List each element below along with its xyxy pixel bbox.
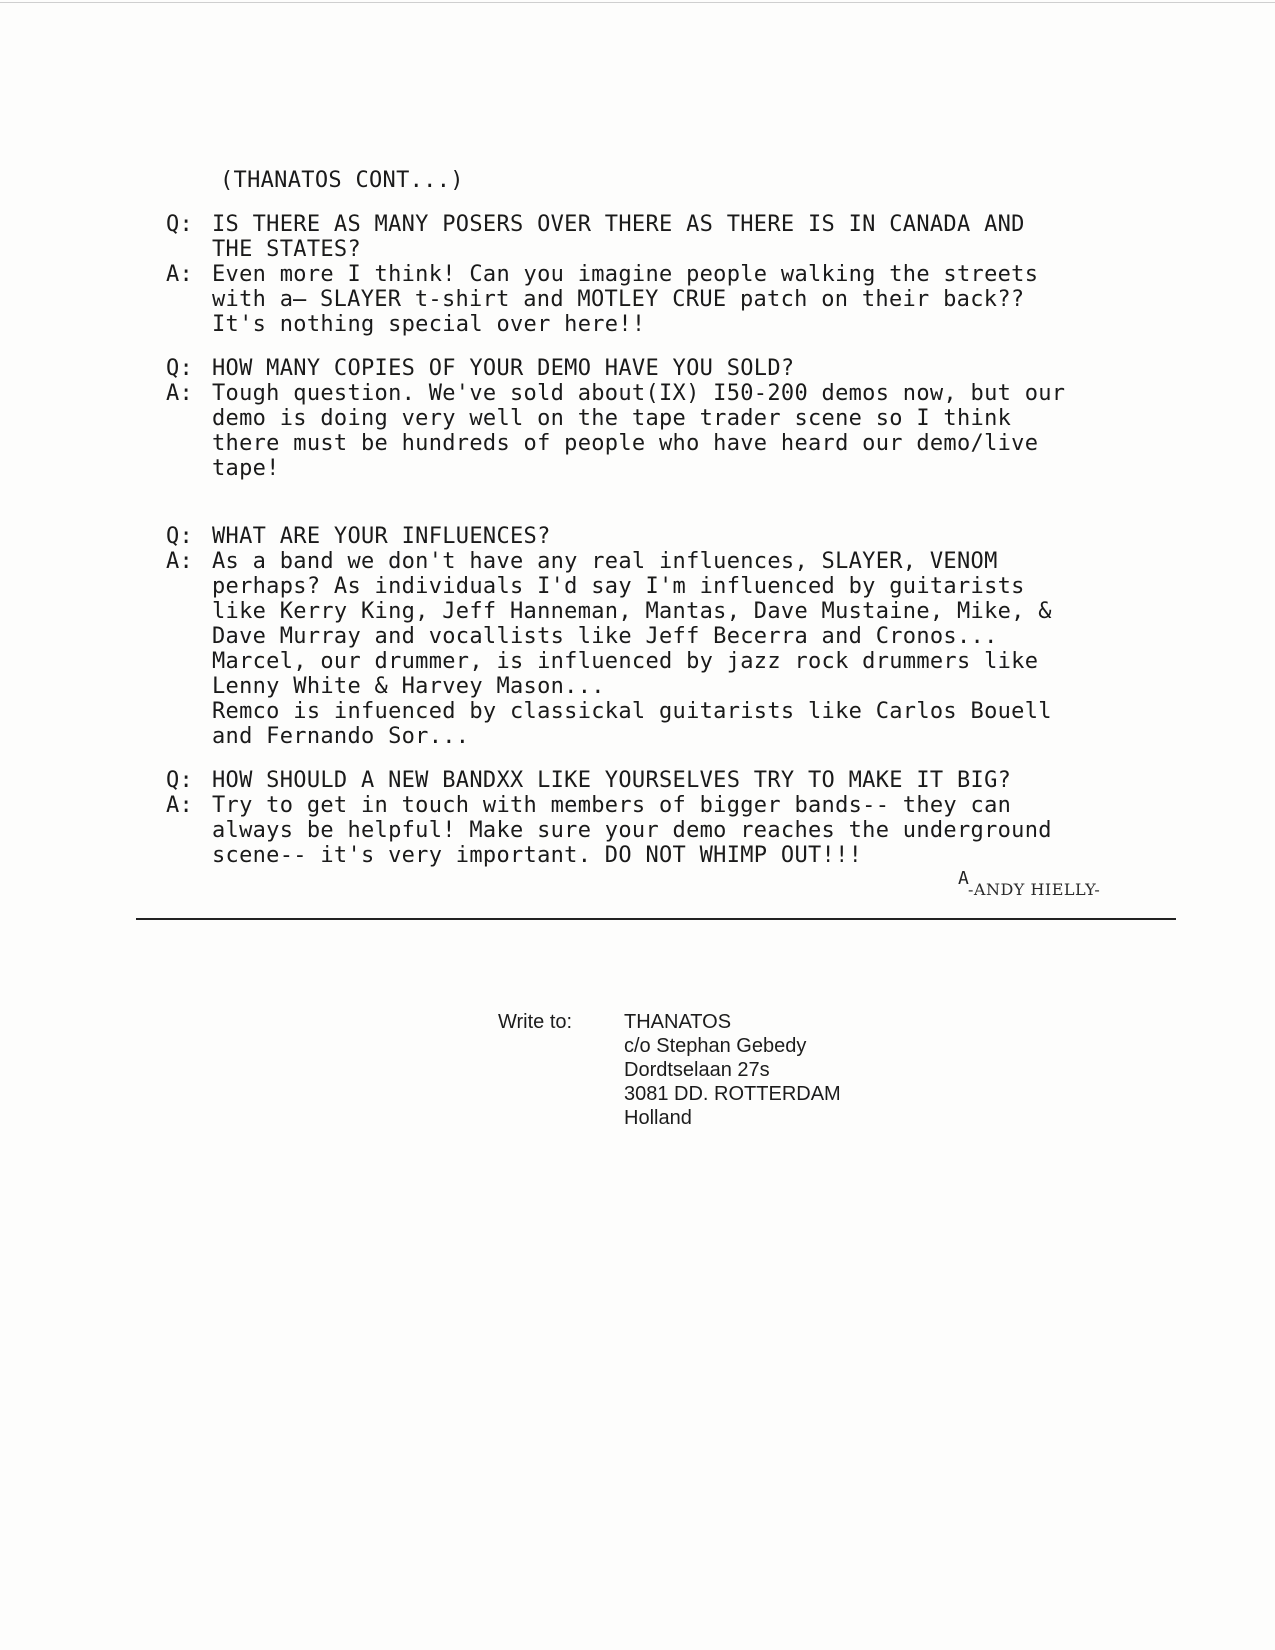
section-heading: (THANATOS CONT...) [220, 168, 464, 193]
answer-line: As a band we don't have any real influences, SLAYER, VENOM [212, 549, 998, 574]
answer-line: It's nothing special over here!! [212, 312, 646, 337]
address-line: THANATOS [624, 1011, 732, 1033]
question-line: THE STATES? [212, 237, 361, 262]
answer-line: and Fernando Sor... [212, 724, 470, 749]
question-marker: Q: [166, 212, 194, 237]
answer [166, 262, 1166, 337]
divider-line [136, 918, 1176, 920]
question-line: HOW SHOULD A NEW BANDXX LIKE YOURSELVES TRY TO MAKE IT BIG? [212, 768, 1012, 793]
question-marker: Q: [166, 524, 194, 549]
address-line: Dordtselaan 27s [624, 1059, 770, 1081]
question-line: IS THERE AS MANY POSERS OVER THERE AS THERE IS IN CANADA AND [212, 212, 1025, 237]
question [166, 524, 1166, 549]
answer-line: Remco is infuenced by classickal guitarists like Carlos Bouell [212, 699, 1052, 724]
question-line: WHAT ARE YOUR INFLUENCES? [212, 524, 551, 549]
answer [166, 381, 1166, 481]
address-line: Holland [624, 1107, 692, 1129]
answer-line: perhaps? As individuals I'd say I'm influenced by guitarists [212, 574, 1025, 599]
answer-marker: A: [166, 793, 194, 818]
signature-mark: A [958, 868, 969, 889]
mailing-address [498, 1010, 841, 1130]
answer-marker: A: [166, 262, 194, 287]
question [166, 356, 1166, 381]
qa-block-demo-copies [166, 356, 1166, 481]
qa-block-influences [166, 524, 1166, 749]
answer-line: there must be hundreds of people who have heard our demo/live [212, 431, 1039, 456]
answer-line: scene-- it's very important. DO NOT WHIMP OUT!!! [212, 843, 863, 868]
answer-line: like Kerry King, Jeff Hanneman, Mantas, Dave Mustaine, Mike, & [212, 599, 1052, 624]
signature: -ANDY HIELLY- [968, 880, 1101, 899]
answer [166, 549, 1166, 749]
answer-marker: A: [166, 381, 194, 406]
address-line: 3081 DD. ROTTERDAM [624, 1083, 841, 1105]
page-top-edge [0, 2, 1275, 3]
question-marker: Q: [166, 768, 194, 793]
address-label: Write to: [498, 1011, 573, 1033]
question [166, 768, 1166, 793]
answer-line: Dave Murray and vocallists like Jeff Becerra and Cronos... [212, 624, 998, 649]
question-marker: Q: [166, 356, 194, 381]
answer-line: Lenny White & Harvey Mason... [212, 674, 605, 699]
answer-line: with a̶ SLAYER t-shirt and MOTLEY CRUE patch on their back?? [212, 287, 1025, 312]
answer [166, 793, 1166, 868]
answer-line: Marcel, our drummer, is influenced by jazz rock drummers like [212, 649, 1039, 674]
answer-line: always be helpful! Make sure your demo reaches the underground [212, 818, 1052, 843]
answer-line: Try to get in touch with members of bigger bands-- they can [212, 793, 1012, 818]
answer-marker: A: [166, 549, 194, 574]
answer-line: tape! [212, 456, 280, 481]
qa-block-posers [166, 212, 1166, 337]
answer-line: Even more I think! Can you imagine people walking the streets [212, 262, 1039, 287]
answer-line: Tough question. We've sold about(IX) I50-200 demos now, but our [212, 381, 1066, 406]
question-line: HOW MANY COPIES OF YOUR DEMO HAVE YOU SOLD? [212, 356, 795, 381]
answer-line: demo is doing very well on the tape trader scene so I think [212, 406, 1012, 431]
qa-block-make-it-big [166, 768, 1166, 868]
address-line: c/o Stephan Gebedy [624, 1035, 807, 1057]
question [166, 212, 1166, 262]
